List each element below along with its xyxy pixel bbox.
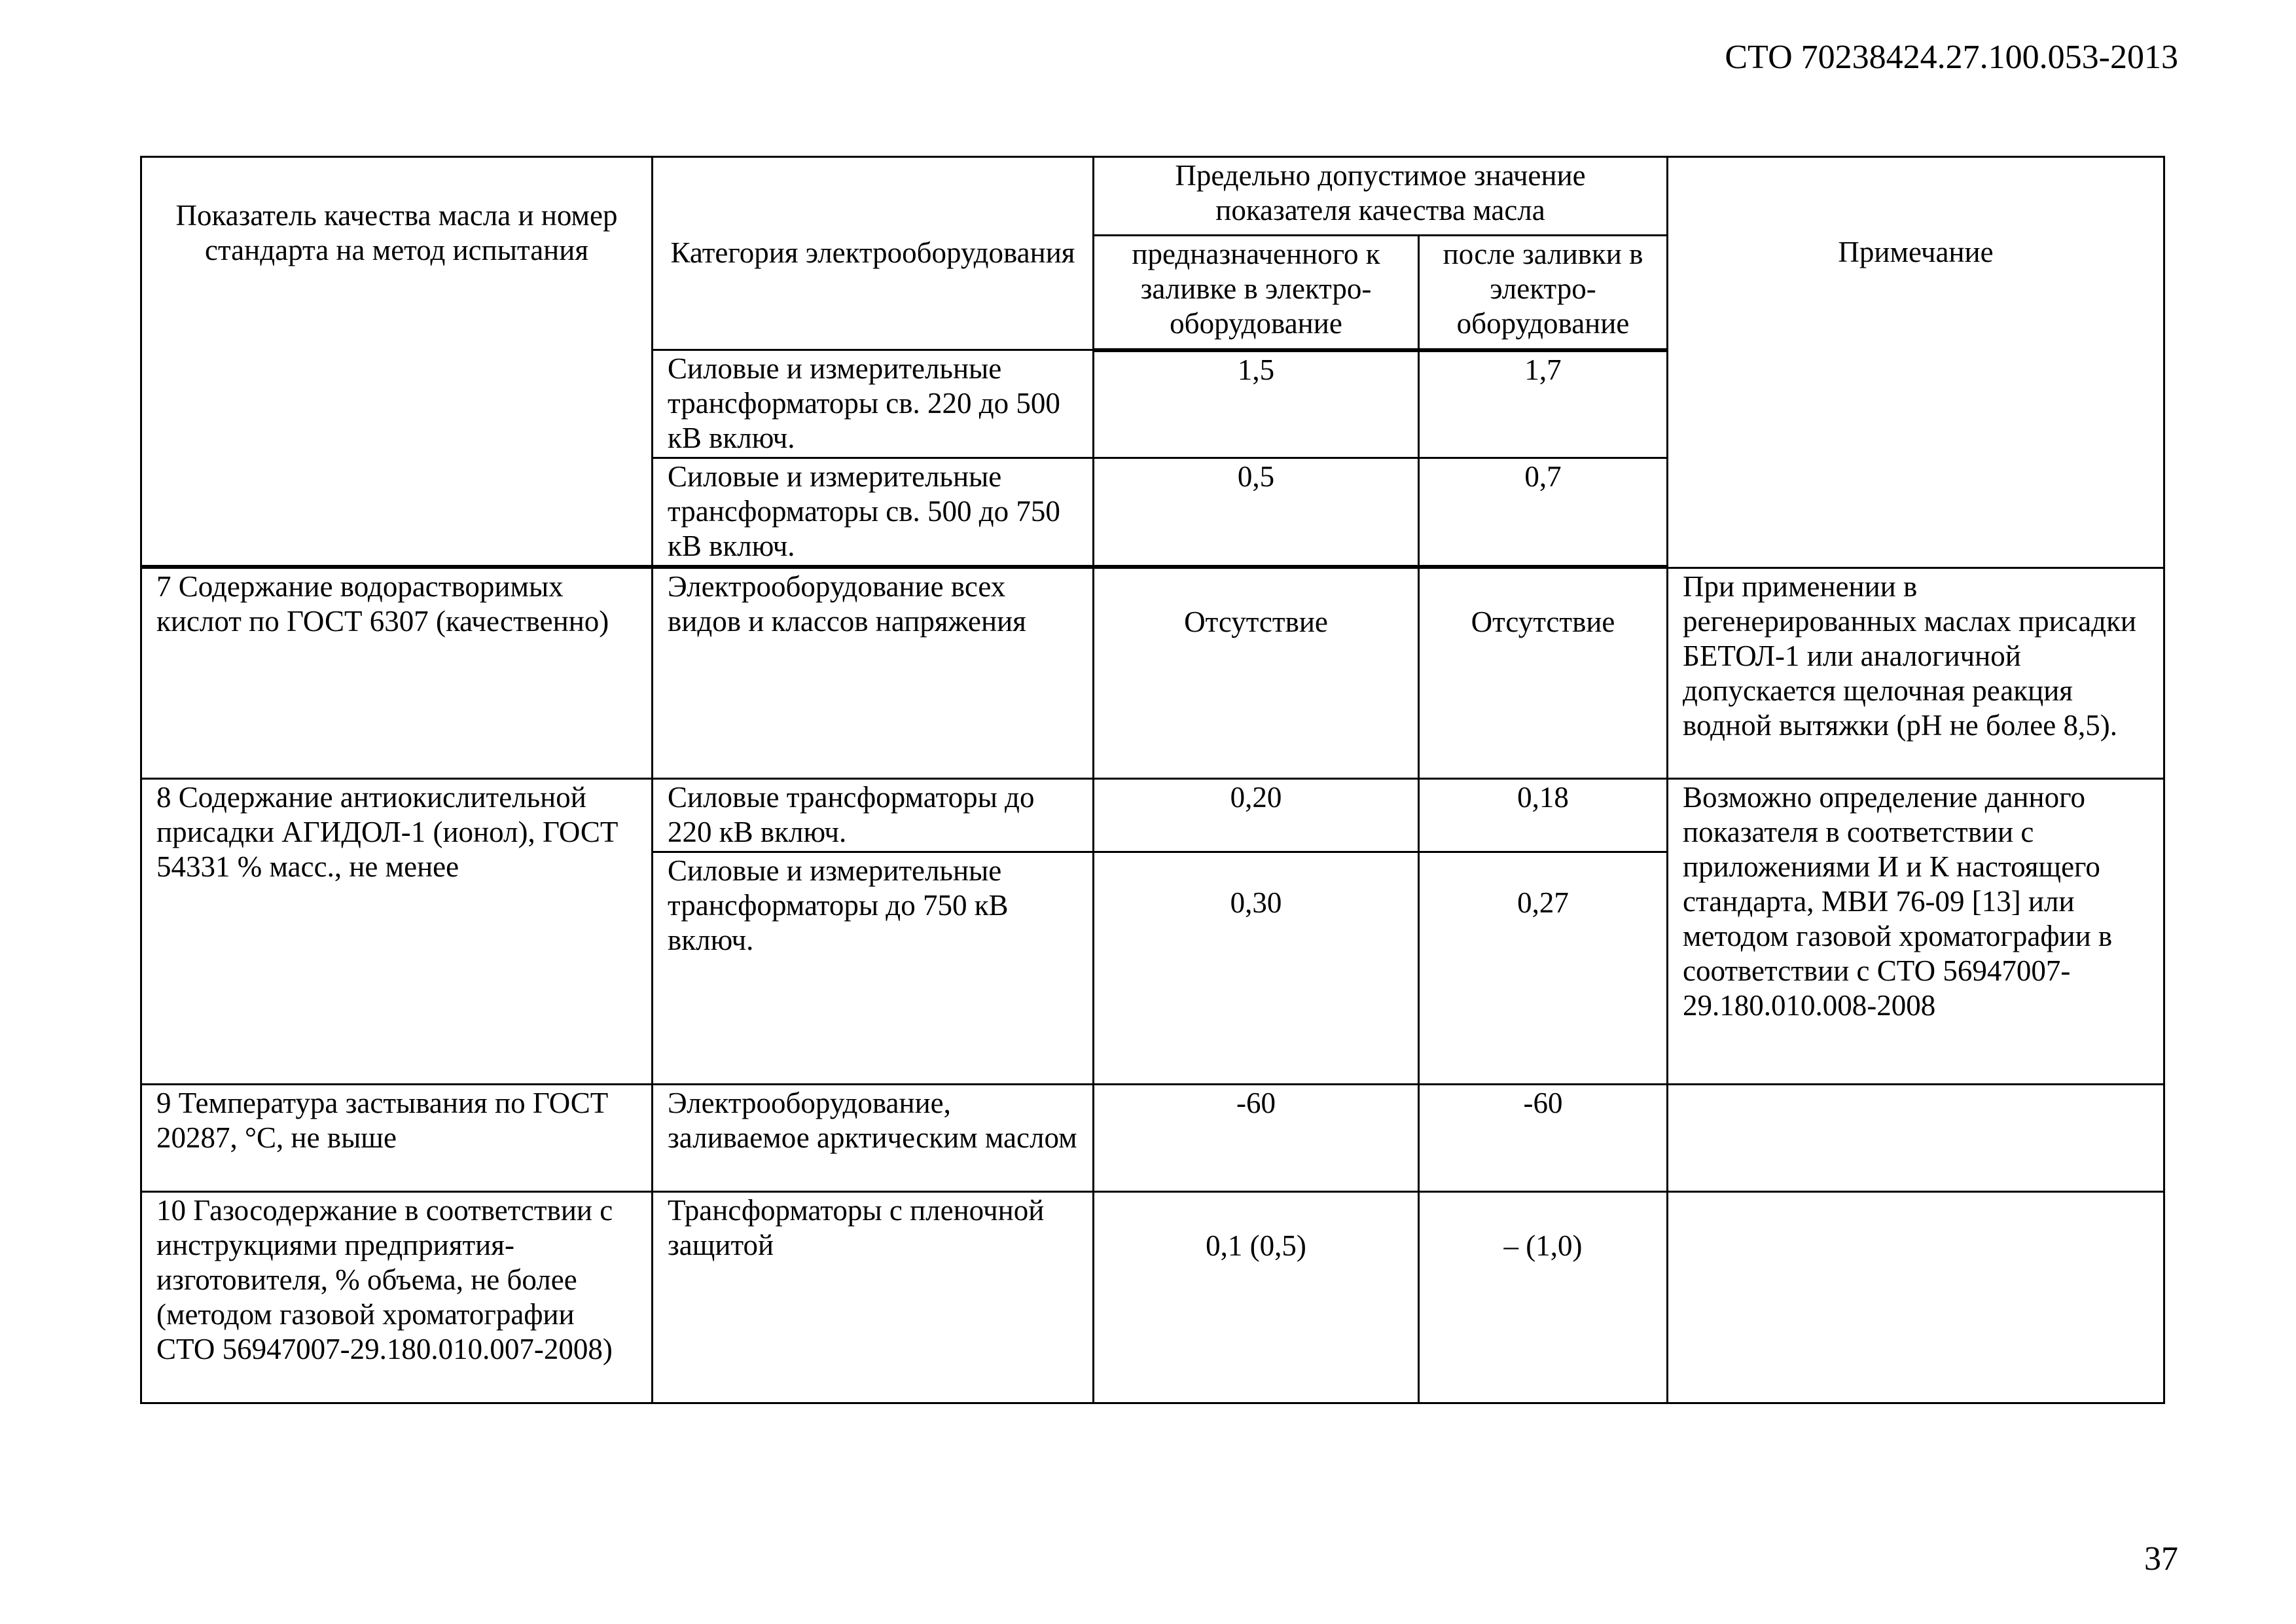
- after-fill-cell: 0,7: [1419, 458, 1668, 566]
- parameter-cell: 10 Газосодержание в соответствии с инструкциями предприятия-изготовителя, % объема, не более (методом газовой хроматографии СТО 56947007-29.180.010.007-2008): [141, 1192, 653, 1403]
- header-row: [141, 157, 2164, 236]
- before-fill-cell: 0,5: [1094, 458, 1419, 566]
- category-cell: Силовые и измерительные трансформаторы св. 220 до 500 кВ включ.: [653, 350, 1094, 458]
- category-cell: Силовые и измерительные трансформаторы до 750 кВ включ.: [653, 852, 1094, 1085]
- before-fill-cell: 0,30: [1094, 852, 1419, 1085]
- note-cell: Возможно определение данного показателя в соответствии с приложениями И и К настоящего стандарта, МВИ 76-09 [13] или методом газовой хроматографии в соответствии с СТО 56947007-29.180.010.008-2008: [1668, 779, 2164, 1085]
- header-before-fill: предназначенного к заливке в электро-оборудование: [1094, 236, 1419, 350]
- after-fill-cell: 0,18: [1419, 779, 1668, 852]
- parameter-cell-continued: [141, 350, 653, 566]
- before-fill-cell: 0,20: [1094, 779, 1419, 852]
- before-fill-cell: -60: [1094, 1085, 1419, 1192]
- after-fill-cell: 1,7: [1419, 350, 1668, 458]
- parameter-cell: 7 Содержание водорастворимых кислот по ГОСТ 6307 (качественно): [141, 568, 653, 779]
- parameter-cell: 8 Содержание антиокислительной присадки АГИДОЛ-1 (ионол), ГОСТ 54331 % масс., не менее: [141, 779, 653, 1085]
- note-cell: [1668, 1192, 2164, 1403]
- parameter-cell: 9 Температура застывания по ГОСТ 20287, °С, не выше: [141, 1085, 653, 1192]
- after-fill-cell: Отсутствие: [1419, 568, 1668, 779]
- document-code: СТО 70238424.27.100.053-2013: [1725, 39, 2178, 76]
- after-fill-cell: – (1,0): [1419, 1192, 1668, 1403]
- category-cell: Электрооборудование всех видов и классов напряжения: [653, 568, 1094, 779]
- category-cell: Силовые и измерительные трансформаторы св. 500 до 750 кВ включ.: [653, 458, 1094, 566]
- table-row: [141, 779, 2164, 852]
- header-after-fill: после заливки в электро-оборудование: [1419, 236, 1668, 350]
- after-fill-cell: 0,27: [1419, 852, 1668, 1085]
- category-cell: Трансформаторы с пленочной защитой: [653, 1192, 1094, 1403]
- category-cell: Электрооборудование, заливаемое арктическим маслом: [653, 1085, 1094, 1192]
- note-cell: При применении в регенерированных маслах присадки БЕТОЛ-1 или аналогичной допускается щелочная реакция водной вытяжки (рН не более 8,5).: [1668, 568, 2164, 779]
- oil-quality-table: [140, 156, 2165, 1404]
- header-note: Примечание: [1668, 157, 2164, 568]
- note-cell: [1668, 1085, 2164, 1192]
- table-row: [141, 568, 2164, 779]
- header-category: Категория электрооборудования: [653, 157, 1094, 350]
- before-fill-cell: 1,5: [1094, 350, 1419, 458]
- table-row: [141, 1085, 2164, 1192]
- page-number: 37: [2144, 1540, 2178, 1578]
- before-fill-cell: Отсутствие: [1094, 568, 1419, 779]
- before-fill-cell: 0,1 (0,5): [1094, 1192, 1419, 1403]
- category-cell: Силовые трансформаторы до 220 кВ включ.: [653, 779, 1094, 852]
- table-row: [141, 1192, 2164, 1403]
- after-fill-cell: -60: [1419, 1085, 1668, 1192]
- header-limit-group: Предельно допустимое значение показателя качества масла: [1094, 157, 1668, 236]
- header-parameter: Показатель качества масла и номер стандарта на метод испытания: [141, 157, 653, 350]
